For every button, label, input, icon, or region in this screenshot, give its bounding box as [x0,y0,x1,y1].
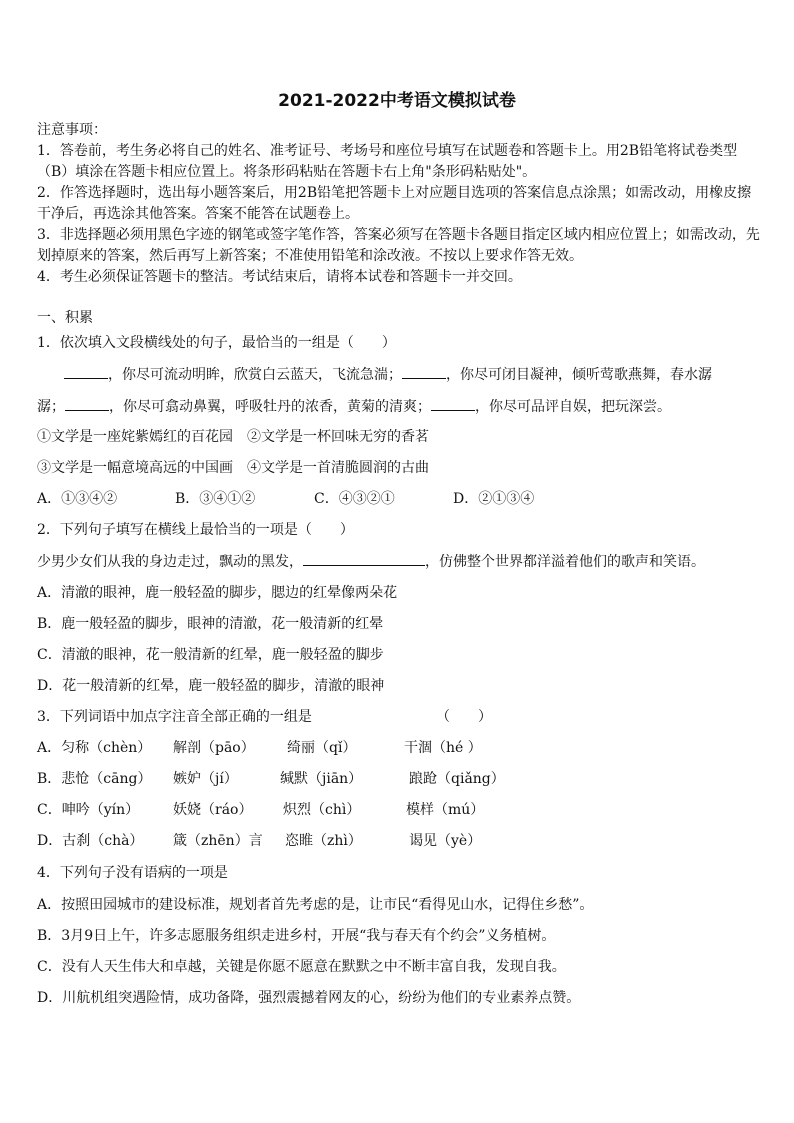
option-d[interactable]: D．川航机组突遇险情，成功备降，强烈震撼着网友的心，纷纷为他们的专业素养点赞。 [37,990,581,1006]
option-d-word: 箴（zhēn）言 [173,833,263,849]
option-a[interactable]: A．按照田园城市的建设标准，规划者首先考虑的是，让市民“看得见山水，记得住乡愁”。 [37,897,594,913]
option-a[interactable]: A．①③④② [37,491,118,507]
option-a[interactable]: A．清澈的眼神，鹿一般轻盈的脚步，腮边的红晕像两朵花 [37,585,398,601]
option-c-word: 妖娆（ráo） [173,802,253,818]
notice-line: 4．考生必须保证答题卡的整洁。考试结束后，请将本试卷和答题卡一并交回。 [37,269,522,285]
option-d[interactable]: D．②①③④ [453,491,535,507]
answer-parentheses: （ ） [436,709,492,725]
question-4-stem: 4．下列句子没有语病的一项是 [37,865,228,881]
option-a[interactable]: A．匀称（chèn） [37,740,152,756]
notice-line: 1．答卷前，考生务必将自己的姓名、准考证号、考场号和座位号填写在试题卷和答题卡上。用2B铅笔将试卷类型 [37,143,738,159]
answer-blank[interactable] [64,364,108,379]
answer-blank[interactable] [303,551,425,566]
option-d[interactable]: D．古刹（chà） [37,833,144,849]
option-c-word: 模样（mú） [406,802,485,818]
option-a-word: 干涸（hé ） [404,740,482,756]
answer-blank[interactable] [65,396,109,411]
question-1-stem: 1．依次填入文段横线处的句子，最恰当的一组是（ ） [37,335,396,351]
option-b[interactable]: B．鹿一般轻盈的脚步，眼神的清澈，花一般清新的红晕 [37,616,384,632]
notice-line: 干净后，再选涂其他答案。答案不能答在试题卷上。 [37,206,359,222]
question-3-stem: 3．下列词语中加点字注音全部正确的一组是 [37,709,312,725]
section-heading: 一、积累 [37,310,93,326]
option-b[interactable]: B．3月9日上午，许多志愿服务组织走进乡村，开展“我与春天有个约会”义务植树。 [37,928,556,944]
page-title: 2021-2022中考语文模拟试卷 [278,91,516,111]
option-c[interactable]: C．呻吟（yín） [37,802,140,818]
option-b-word: 嫉妒（jí） [173,771,238,787]
option-d-word: 恣睢（zhì） [285,833,362,849]
option-c[interactable]: C．清澈的眼神，花一般清新的红晕，鹿一般轻盈的脚步 [37,647,384,663]
option-a-word: 绮丽（qǐ） [287,740,357,756]
option-b[interactable]: B．③④①② [175,491,256,507]
option-a-word: 解剖（pāo） [173,740,255,756]
notice-line: 划掉原来的答案，然后再写上新答案；不准使用铅笔和涂改液。不按以上要求作答无效。 [37,248,583,264]
question-2-sentence: 少男少女们从我的身边走过，飘动的黑发， ，仿佛整个世界都洋溢着他们的歌声和笑语。 [37,551,705,572]
question-1-choices: ③文学是一幅意境高远的中国画 ④文学是一首清脆圆润的古曲 [37,460,429,476]
notice-line: 2．作答选择题时，选出每小题答案后，用2B铅笔把答题卡上对应题目选项的答案信息点涂黑；如需改动，用橡皮擦 [37,185,752,201]
answer-blank[interactable] [431,396,475,411]
notice-heading: 注意事项： [37,122,107,138]
option-d[interactable]: D．花一般清新的红晕，鹿一般轻盈的脚步，清澈的眼神 [37,678,385,694]
option-c[interactable]: C．④③②① [314,491,395,507]
option-c-word: 炽烈（chì） [283,802,361,818]
option-d-word: 谒见（yè） [409,833,482,849]
answer-blank[interactable] [402,364,446,379]
question-1-passage: 潺； ，你尽可翕动鼻翼，呼吸牡丹的浓香，黄菊的清爽； ，你尽可品评自娱，把玩深尝。 [37,396,671,417]
notice-line: 3．非选择题必须用黑色字迹的钢笔或签字笔作答，答案必须写在答题卡各题目指定区域内相应位置上；如需改动，先 [37,227,760,243]
question-2-stem: 2．下列句子填写在横线上最恰当的一项是（ ） [37,522,354,538]
option-c[interactable]: C．没有人天生伟大和卓越，关键是你愿不愿意在默默之中不断丰富自我，发现自我。 [37,959,566,975]
question-1-passage: ，你尽可流动明眸，欣赏白云蓝天，飞流急湍； ，你尽可闭目凝神，倾听莺歌燕舞，春水潺 [64,364,712,385]
option-b[interactable]: B．悲怆（cāng） [37,771,152,787]
notice-line: （B）填涂在答题卡相应位置上。将条形码粘贴在答题卡右上角"条形码粘贴处"。 [37,164,537,180]
question-1-choices: ①文学是一座姹紫嫣红的百花园 ②文学是一杯回味无穷的香茗 [37,429,429,445]
option-b-word: 踉跄（qiǎng） [409,771,505,787]
option-b-word: 缄默（jiān） [280,771,363,787]
